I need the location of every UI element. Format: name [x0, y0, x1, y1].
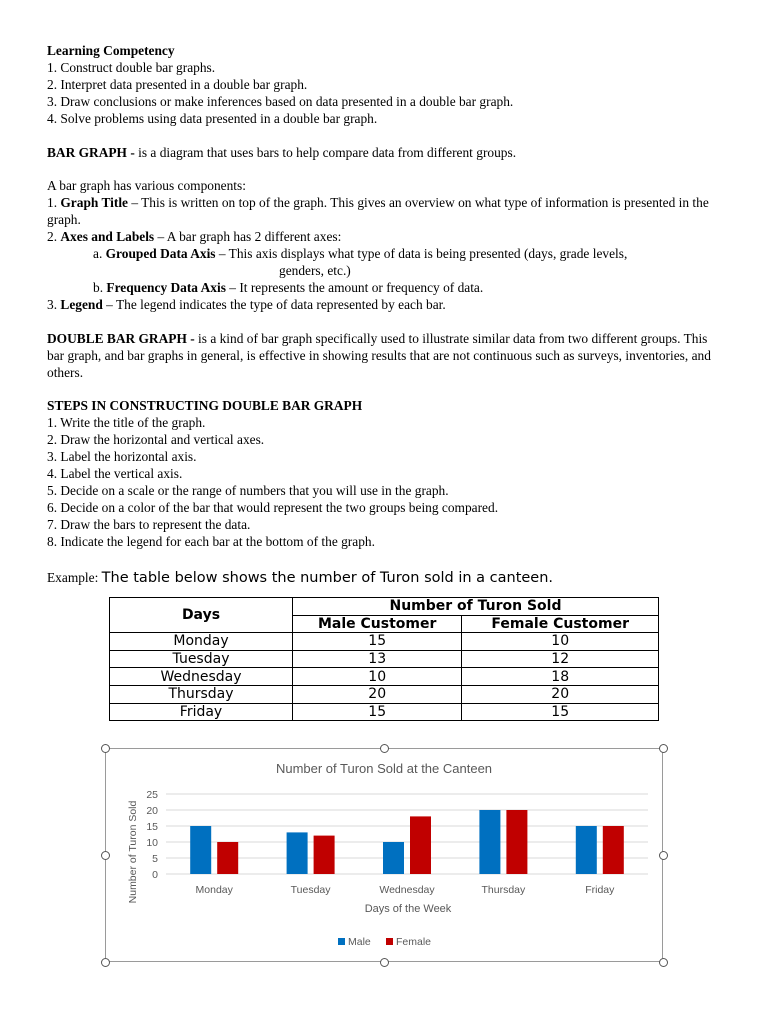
- female-cell: 20: [462, 685, 659, 703]
- y-tick-label: 25: [146, 789, 158, 801]
- component-grouped-axis: a. Grouped Data Axis – This axis displays what type of data is being presented (days, grade levels,: [93, 246, 628, 262]
- legend-swatch-male: [338, 938, 345, 945]
- y-tick-label: 10: [146, 837, 158, 849]
- female-cell: 18: [462, 668, 659, 686]
- resize-handle-right[interactable]: [659, 851, 668, 860]
- chart-frame[interactable]: [105, 748, 663, 962]
- day-cell: Friday: [110, 703, 293, 721]
- days-header: Days: [110, 598, 293, 633]
- table-row: [110, 703, 659, 721]
- learning-item: 2. Interpret data presented in a double bar graph.: [47, 76, 308, 92]
- x-tick-label: Thursday: [481, 884, 526, 896]
- y-tick-label: 15: [146, 821, 158, 833]
- y-tick-label: 20: [146, 805, 158, 817]
- bar-chart: [106, 749, 662, 961]
- learning-item: 3. Draw conclusions or make inferences based on data presented in a double bar graph.: [47, 93, 514, 109]
- bar-female-monday: [217, 842, 238, 874]
- x-axis-label: Days of the Week: [364, 903, 452, 915]
- male-cell: 13: [293, 650, 462, 668]
- male-cell: 15: [293, 703, 462, 721]
- table-row: [110, 633, 659, 651]
- learning-item: 1. Construct double bar graphs.: [47, 59, 216, 75]
- component-grouped-axis-cont: genders, etc.): [279, 262, 351, 278]
- bar-female-friday: [603, 826, 624, 874]
- female-column-header: Female Customer: [462, 615, 659, 633]
- components-intro: A bar graph has various components:: [47, 178, 246, 194]
- bar-female-wednesday: [410, 816, 431, 874]
- double-bar-term: DOUBLE BAR GRAPH -: [47, 330, 195, 346]
- example-text: The table below shows the number of Turon sold in a canteen.: [101, 569, 554, 586]
- step-item: 3. Label the horizontal axis.: [47, 449, 197, 465]
- resize-handle-top[interactable]: [380, 744, 389, 753]
- learning-heading: Learning Competency: [47, 43, 175, 58]
- learning-item: 4. Solve problems using data presented in a double bar graph.: [47, 110, 378, 126]
- resize-handle-top-right[interactable]: [659, 744, 668, 753]
- male-column-header: Male Customer: [293, 615, 462, 633]
- female-cell: 15: [462, 703, 659, 721]
- female-cell: 10: [462, 633, 659, 651]
- x-tick-label: Wednesday: [379, 884, 435, 896]
- bar-graph-definition: BAR GRAPH - is a diagram that uses bars to help compare data from different groups.: [47, 144, 517, 160]
- x-tick-label: Tuesday: [290, 884, 331, 896]
- component-axes: 2. Axes and Labels – A bar graph has 2 different axes:: [47, 229, 342, 245]
- table-row: [110, 650, 659, 668]
- document-body: [47, 43, 727, 588]
- bar-graph-term: BAR GRAPH -: [47, 144, 135, 160]
- day-cell: Thursday: [110, 685, 293, 703]
- resize-handle-bottom-left[interactable]: [101, 958, 110, 967]
- component-frequency-axis: b. Frequency Data Axis – It represents the amount or frequency of data.: [93, 279, 484, 295]
- male-cell: 15: [293, 633, 462, 651]
- legend-swatch-female: [386, 938, 393, 945]
- component-legend: 3. Legend – The legend indicates the type of data represented by each bar.: [47, 296, 446, 312]
- example-label: Example:: [47, 569, 102, 585]
- double-bar-definition: DOUBLE BAR GRAPH - is a kind of bar graph specifically used to illustrate similar data from two different groups. This bar graph, and bar graphs in general, is effective in showing results that are not continuous such as surveys, inventories, and others.: [47, 330, 711, 380]
- step-item: 8. Indicate the legend for each bar at the bottom of the graph.: [47, 533, 375, 549]
- male-cell: 10: [293, 668, 462, 686]
- resize-handle-bottom-right[interactable]: [659, 958, 668, 967]
- bar-male-friday: [576, 826, 597, 874]
- example-line: [47, 568, 727, 588]
- turon-group-header: Number of Turon Sold: [293, 598, 659, 616]
- bar-male-monday: [190, 826, 211, 874]
- bar-female-thursday: [506, 810, 527, 874]
- step-item: 6. Decide on a color of the bar that would represent the two groups being compared.: [47, 499, 499, 515]
- bar-male-thursday: [479, 810, 500, 874]
- step-item: 7. Draw the bars to represent the data.: [47, 516, 251, 532]
- y-tick-label: 0: [152, 869, 158, 881]
- day-cell: Tuesday: [110, 650, 293, 668]
- bar-male-wednesday: [383, 842, 404, 874]
- x-tick-label: Monday: [195, 884, 233, 896]
- resize-handle-bottom[interactable]: [380, 958, 389, 967]
- day-cell: Wednesday: [110, 668, 293, 686]
- male-cell: 20: [293, 685, 462, 703]
- step-item: 1. Write the title of the graph.: [47, 415, 206, 431]
- resize-handle-top-left[interactable]: [101, 744, 110, 753]
- component-graph-title: 1. Graph Title – This is written on top of the graph. This gives an overview on what type of information is presented in the graph.: [47, 195, 709, 228]
- step-item: 2. Draw the horizontal and vertical axes.: [47, 432, 265, 448]
- y-tick-label: 5: [152, 853, 158, 865]
- day-cell: Monday: [110, 633, 293, 651]
- x-tick-label: Friday: [585, 884, 615, 896]
- steps-heading: STEPS IN CONSTRUCTING DOUBLE BAR GRAPH: [47, 398, 363, 414]
- bar-female-tuesday: [314, 836, 335, 874]
- legend-label-female: Female: [396, 936, 432, 948]
- table-row: [110, 668, 659, 686]
- legend-label-male: Male: [348, 936, 371, 948]
- female-cell: 12: [462, 650, 659, 668]
- table-row: [110, 685, 659, 703]
- resize-handle-left[interactable]: [101, 851, 110, 860]
- bar-male-tuesday: [287, 832, 308, 874]
- step-item: 4. Label the vertical axis.: [47, 466, 183, 482]
- turon-table: [109, 597, 659, 721]
- y-axis-label: Number of Turon Sold: [127, 800, 139, 904]
- chart-title: Number of Turon Sold at the Canteen: [275, 761, 493, 776]
- step-item: 5. Decide on a scale or the range of numbers that you will use in the graph.: [47, 482, 449, 498]
